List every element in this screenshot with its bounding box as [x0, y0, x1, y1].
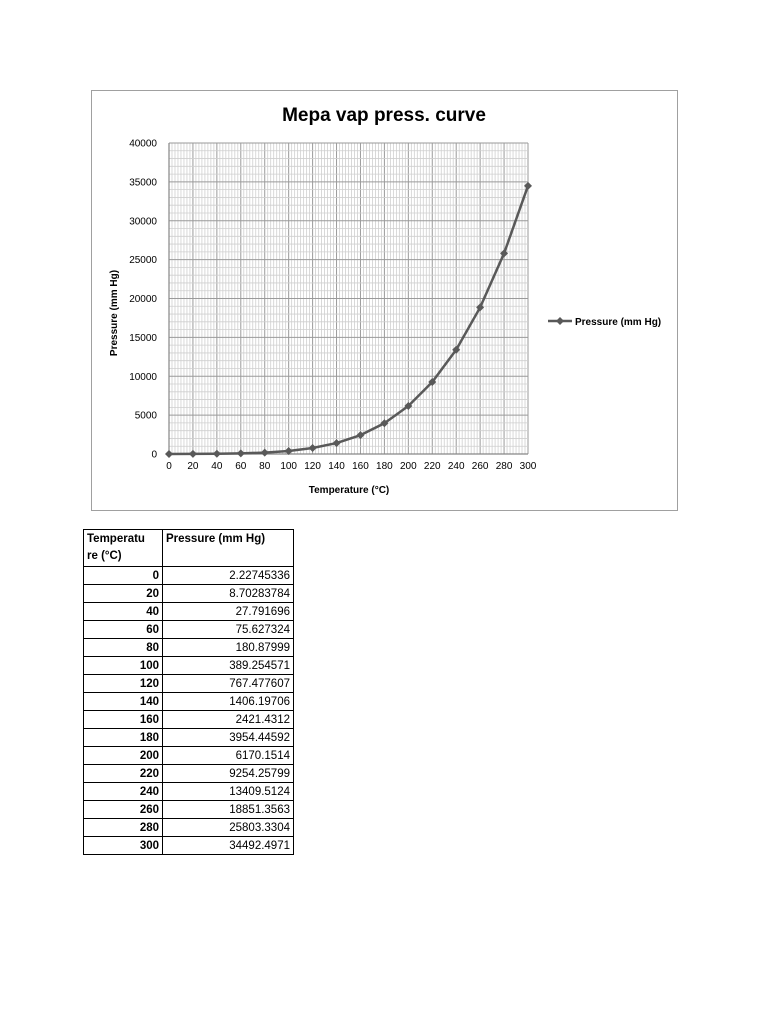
- y-tick-label: 10000: [129, 371, 157, 383]
- y-tick-label: 25000: [129, 255, 157, 267]
- x-tick-label: 200: [399, 461, 417, 472]
- x-tick-label: 180: [376, 461, 393, 472]
- table-row: [84, 675, 294, 693]
- temperature-cell: 260: [84, 801, 163, 819]
- chart-svg: [92, 91, 679, 512]
- table-row: [84, 585, 294, 603]
- x-axis-title: Temperature (°C): [308, 485, 390, 496]
- temperature-cell: 300: [84, 837, 163, 855]
- pressure-cell: 767.477607: [163, 675, 294, 693]
- x-tick-label: 40: [211, 461, 223, 472]
- table-header-row: [84, 530, 294, 567]
- y-tick-label: 40000: [129, 138, 157, 150]
- y-tick-label: 20000: [129, 294, 157, 305]
- pressure-cell: 1406.19706: [163, 693, 294, 711]
- pressure-cell: 2421.4312: [163, 711, 294, 729]
- pressure-cell: 389.254571: [163, 657, 294, 675]
- temperature-cell: 100: [84, 657, 163, 675]
- y-tick-label: 0: [151, 449, 157, 461]
- y-tick-label: 5000: [134, 410, 157, 422]
- table-row: [84, 819, 294, 837]
- data-table: [83, 529, 294, 855]
- temperature-cell: 120: [84, 675, 163, 693]
- pressure-cell: 27.791696: [163, 603, 294, 621]
- pressure-cell: 9254.25799: [163, 765, 294, 783]
- table-row: [84, 801, 294, 819]
- pressure-cell: 34492.4971: [163, 837, 294, 855]
- table-body: [84, 567, 294, 855]
- x-tick-label: 80: [259, 461, 271, 472]
- x-tick-label: 280: [495, 461, 513, 472]
- table-row: [84, 621, 294, 639]
- x-tick-label: 0: [166, 461, 172, 472]
- legend-marker: [556, 317, 564, 325]
- pressure-cell: 8.70283784: [163, 585, 294, 603]
- table-row: [84, 765, 294, 783]
- x-tick-label: 160: [352, 461, 369, 472]
- chart-title: Mepa vap press. curve: [282, 105, 486, 126]
- table-row: [84, 783, 294, 801]
- table-row: [84, 639, 294, 657]
- x-tick-label: 60: [235, 461, 247, 472]
- table-row: [84, 657, 294, 675]
- temperature-cell: 240: [84, 783, 163, 801]
- x-tick-label: 140: [328, 461, 345, 472]
- x-tick-label: 300: [519, 461, 537, 472]
- x-tick-label: 220: [423, 461, 441, 472]
- x-tick-label: 240: [447, 461, 465, 472]
- y-axis-title: Pressure (mm Hg): [109, 269, 120, 357]
- temperature-cell: 40: [84, 603, 163, 621]
- y-tick-label: 30000: [129, 216, 157, 228]
- temperature-cell: 200: [84, 747, 163, 765]
- temperature-cell: 0: [84, 567, 163, 585]
- pressure-cell: 25803.3304: [163, 819, 294, 837]
- table-row: [84, 567, 294, 585]
- temperature-cell: 80: [84, 639, 163, 657]
- temperature-cell: 280: [84, 819, 163, 837]
- temperature-cell: 180: [84, 729, 163, 747]
- temperature-column-header: [84, 530, 163, 567]
- table-row: [84, 603, 294, 621]
- table-row: [84, 711, 294, 729]
- temperature-cell: 60: [84, 621, 163, 639]
- temperature-cell: 160: [84, 711, 163, 729]
- x-tick-label: 100: [280, 461, 298, 472]
- pressure-column-header: Pressure (mm Hg): [163, 530, 294, 567]
- table-row: [84, 729, 294, 747]
- table-row: [84, 693, 294, 711]
- table-row: [84, 747, 294, 765]
- pressure-cell: 6170.1514: [163, 747, 294, 765]
- temperature-header-line-1: Temperatu: [87, 533, 145, 545]
- chart-frame: [91, 90, 678, 511]
- temperature-header-line-2: re (°C): [87, 550, 122, 562]
- grid-layer: [169, 143, 528, 454]
- temperature-cell: 20: [84, 585, 163, 603]
- x-tick-label: 120: [304, 461, 321, 472]
- y-tick-label: 35000: [129, 177, 157, 189]
- temperature-cell: 220: [84, 765, 163, 783]
- legend-label: Pressure (mm Hg): [575, 317, 662, 328]
- pressure-cell: 2.22745336: [163, 567, 294, 585]
- legend: [548, 317, 661, 328]
- pressure-cell: 13409.5124: [163, 783, 294, 801]
- x-tick-label: 20: [187, 461, 199, 472]
- x-tick-label: 260: [471, 461, 489, 472]
- pressure-cell: 3954.44592: [163, 729, 294, 747]
- pressure-cell: 18851.3563: [163, 801, 294, 819]
- y-tick-label: 15000: [129, 332, 157, 344]
- pressure-cell: 180.87999: [163, 639, 294, 657]
- table-row: [84, 837, 294, 855]
- pressure-cell: 75.627324: [163, 621, 294, 639]
- temperature-cell: 140: [84, 693, 163, 711]
